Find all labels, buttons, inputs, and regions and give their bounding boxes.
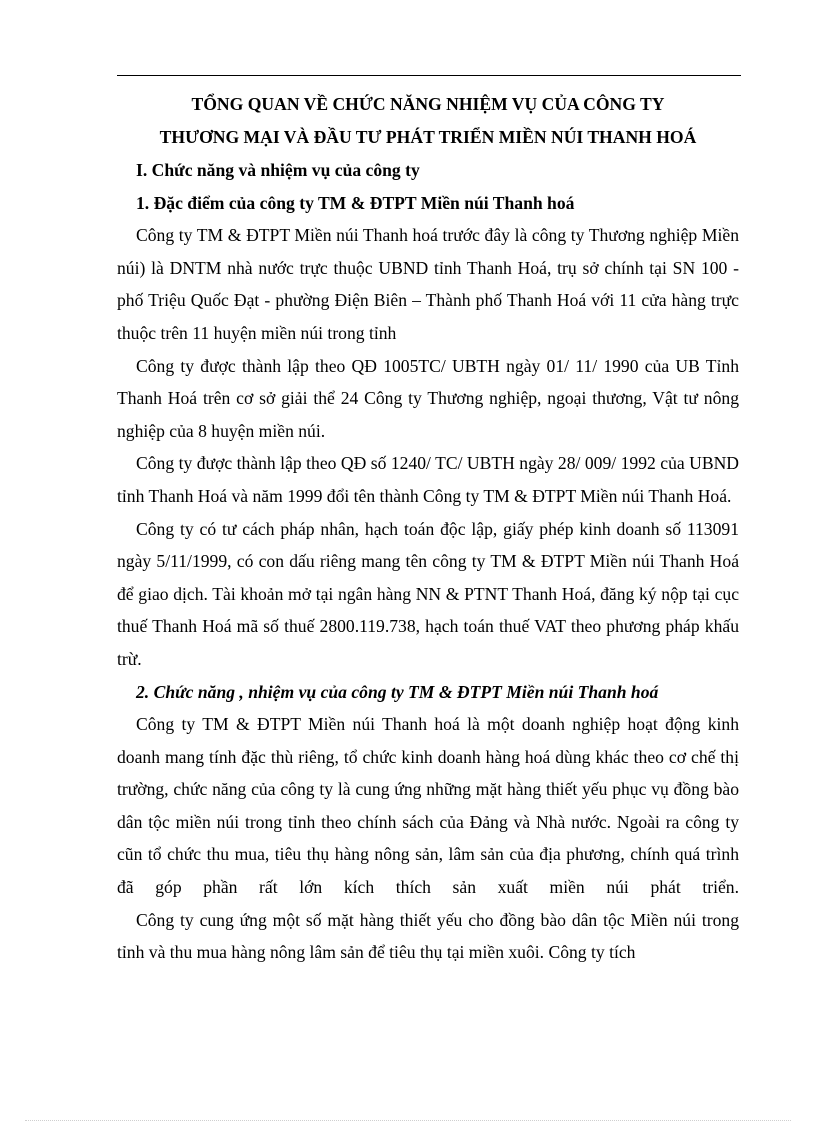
paragraph: Công ty TM & ĐTPT Miền núi Thanh hoá là một doanh nghiệp hoạt động kinh doanh mang tính đặc thù riêng, tổ chức kinh doanh hàng hoá dùng khác theo cơ chế thị trường, chức năng của công ty là cung ứng những mặt hàng thiết yếu phục vụ đồng bào dân tộc miền núi trong tỉnh theo chính sách của Đảng và Nhà nước. Ngoài ra công ty cũn tổ chức thu mua, tiêu thụ hàng nông sản, lâm sản của địa phương, chính quá trình đã góp phần rất lớn kích thích sản xuất miền núi phát triển. [117,714,739,898]
document-title [117,88,739,154]
paragraph: Công ty cung ứng một số mặt hàng thiết yếu cho đồng bào dân tộc Miền núi trong tỉnh và thu mua hàng nông lâm sản để tiêu thụ tại miền xuôi. Công ty tích [117,909,739,963]
header-rule [117,75,741,76]
paragraph: Công ty được thành lập theo QĐ 1005TC/ UBTH ngày 01/ 11/ 1990 của UB Tỉnh Thanh Hoá trên cơ sở giải thể 24 Công ty Thương nghiệp, ngoại thương, Vật tư nông nghiệp của 8 huyện miền núi. [117,355,739,441]
section-heading: I. Chức năng và nhiệm vụ của công ty [136,160,420,180]
title-line-1: TỔNG QUAN VỀ CHỨC NĂNG NHIỆM VỤ CỦA CÔNG TY [191,94,665,114]
paragraph: Công ty được thành lập theo QĐ số 1240/ TC/ UBTH ngày 28/ 009/ 1992 của UBND tỉnh Thanh Hoá và năm 1999 đổi tên thành Công ty TM & ĐTPT Miền núi Thanh Hoá. [117,453,739,506]
paragraph: Công ty có tư cách pháp nhân, hạch toán độc lập, giấy phép kinh doanh số 113091 ngày 5/11/1999, có con dấu riêng mang tên công ty TM & ĐTPT Miền núi Thanh Hoá để giao dịch. Tài khoản mở tại ngân hàng NN & PTNT Thanh Hoá, đăng ký nộp tại cục thuế Thanh Hoá mã số thuế 2800.119.738, hạch toán thuế VAT theo phương pháp khấu trừ. [117,518,739,669]
page-bottom-border [25,1120,791,1121]
subsection-heading-1: 1. Đặc điểm của công ty TM & ĐTPT Miền núi Thanh hoá [136,192,575,213]
subsection-heading-2: 2. Chức năng , nhiệm vụ của công ty TM & ĐTPT Miền núi Thanh hoá [136,681,659,702]
title-line-2: THƯƠNG MẠI VÀ ĐẦU TƯ PHÁT TRIỂN MIỀN NÚI THANH HOÁ [159,127,697,147]
document-body [117,88,739,969]
paragraph: Công ty TM & ĐTPT Miền núi Thanh hoá trước đây là công ty Thương nghiệp Miền núi) là DNTM nhà nước trực thuộc UBND tỉnh Thanh Hoá, trụ sở chính tại SN 100 - phố Triệu Quốc Đạt - phường Điện Biên – Thành phố Thanh Hoá với 11 cửa hàng trực thuộc trên 11 huyện miền núi trong tỉnh [117,225,739,343]
